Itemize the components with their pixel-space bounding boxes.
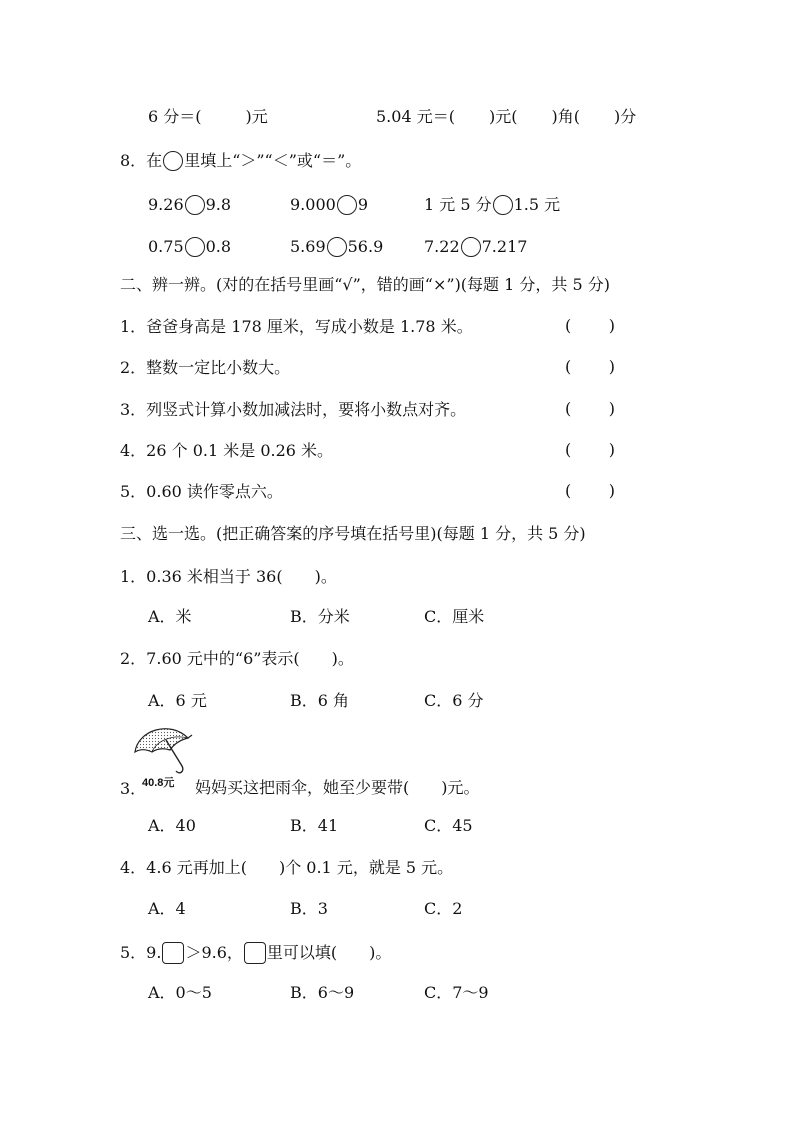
compare-item (148, 236, 231, 258)
choice-q2-stem: 2．7.60 元中的“6”表示( )。 (120, 649, 354, 668)
compare-right: 56.9 (347, 237, 384, 256)
option-b[interactable]: B．41 (290, 816, 339, 835)
option-c[interactable]: C．45 (424, 816, 473, 835)
option-b[interactable]: B．分米 (290, 607, 350, 626)
judge-answer-4[interactable] (565, 440, 615, 459)
option-b[interactable]: B．3 (290, 899, 328, 918)
q8-suffix: 里填上“＞”“＜”或“＝”。 (184, 151, 362, 170)
choice-q5-stem (120, 942, 391, 964)
compare-circle[interactable] (185, 195, 205, 215)
square-box[interactable] (162, 942, 184, 964)
q8-prefix: 8．在 (120, 151, 163, 170)
money-a-prefix: 6 分＝( (148, 107, 202, 126)
money-b-yuan: )元( (488, 107, 518, 126)
compare-circle[interactable] (493, 195, 513, 215)
compare-item (424, 194, 560, 216)
compare-item (424, 236, 527, 258)
choice-q3-stem: 妈妈买这把雨伞，她至少要带( )元。 (195, 778, 480, 797)
compare-left: 9.26 (148, 195, 184, 214)
choice-q3-number: 3． (120, 779, 147, 798)
section3-title: 三、选一选。(把正确答案的序号填在括号里)(每题 1 分，共 5 分) (120, 524, 586, 543)
option-a[interactable]: A．0～5 (148, 983, 212, 1002)
judge-item-1: 1．爸爸身高是 178 厘米，写成小数是 1.78 米。 (120, 317, 473, 336)
judge-item-4: 4．26 个 0.1 米是 0.26 米。 (120, 441, 334, 460)
judge-item-2: 2．整数一定比小数大。 (120, 358, 291, 377)
option-a[interactable]: A．6 元 (148, 691, 207, 710)
paren-close: ) (608, 357, 615, 376)
judge-answer-2[interactable] (565, 357, 615, 376)
square-icon (244, 942, 266, 964)
option-c[interactable]: C．6 分 (424, 691, 484, 710)
paren-close: ) (608, 399, 615, 418)
q5-prefix: 5．9. (120, 943, 162, 962)
option-b[interactable]: B．6 角 (290, 691, 350, 710)
paren-open: ( (565, 440, 572, 459)
compare-circle[interactable] (327, 237, 347, 257)
option-c[interactable]: C．厘米 (424, 607, 485, 626)
paren-close: ) (608, 440, 615, 459)
compare-item (290, 236, 383, 258)
compare-right: 7.217 (481, 237, 528, 256)
section2-title: 二、辨一辨。(对的在括号里画“√”，错的画“×”)(每题 1 分，共 5 分) (120, 275, 610, 294)
judge-item-3: 3．列竖式计算小数加减法时，要将小数点对齐。 (120, 400, 467, 419)
option-a[interactable]: A．40 (148, 816, 196, 835)
q8-instruction (120, 150, 361, 172)
compare-left: 5.69 (290, 237, 326, 256)
compare-circle[interactable] (337, 195, 357, 215)
paren-open: ( (565, 481, 572, 500)
q5-middle: ＞9.6， (185, 943, 243, 962)
compare-item (290, 194, 368, 216)
judge-answer-5[interactable] (565, 481, 615, 500)
money-b-jiao: )角( (551, 107, 580, 126)
option-b[interactable]: B．6～9 (290, 983, 355, 1002)
judge-item-5: 5．0.60 读作零点六。 (120, 482, 283, 501)
compare-right: 1.5 元 (513, 195, 561, 214)
q5-suffix: 里可以填( )。 (266, 943, 392, 962)
compare-right: 9 (357, 195, 368, 214)
compare-right: 0.8 (205, 237, 232, 256)
umbrella-icon (130, 722, 196, 778)
money-b-prefix: 5.04 元＝( (376, 107, 455, 126)
option-c[interactable]: C．2 (424, 899, 463, 918)
option-a[interactable]: A．4 (148, 899, 186, 918)
money-a-suffix: )元 (245, 107, 268, 126)
paren-open: ( (565, 399, 572, 418)
paren-open: ( (565, 357, 572, 376)
compare-item (148, 194, 231, 216)
compare-left: 7.22 (424, 237, 460, 256)
paren-close: ) (608, 481, 615, 500)
compare-left: 1 元 5 分 (424, 195, 492, 214)
option-c[interactable]: C．7～9 (424, 983, 489, 1002)
paren-open: ( (565, 316, 572, 335)
compare-circle[interactable] (185, 237, 205, 257)
option-a[interactable]: A．米 (148, 607, 192, 626)
money-b-fen: )分 (613, 107, 637, 126)
compare-left: 9.000 (290, 195, 336, 214)
umbrella-price-label: 40.8元 (142, 777, 175, 789)
money-conversion-b (376, 106, 636, 128)
money-conversion-a (148, 106, 268, 128)
compare-left: 0.75 (148, 237, 184, 256)
choice-q1-stem: 1．0.36 米相当于 36( )。 (120, 567, 337, 586)
judge-answer-1[interactable] (565, 316, 615, 335)
circle-icon (163, 151, 183, 171)
choice-q4-stem: 4．4.6 元再加上( )个 0.1 元，就是 5 元。 (120, 858, 454, 877)
compare-right: 9.8 (205, 195, 232, 214)
compare-circle[interactable] (461, 237, 481, 257)
paren-close: ) (608, 316, 615, 335)
judge-answer-3[interactable] (565, 399, 615, 418)
